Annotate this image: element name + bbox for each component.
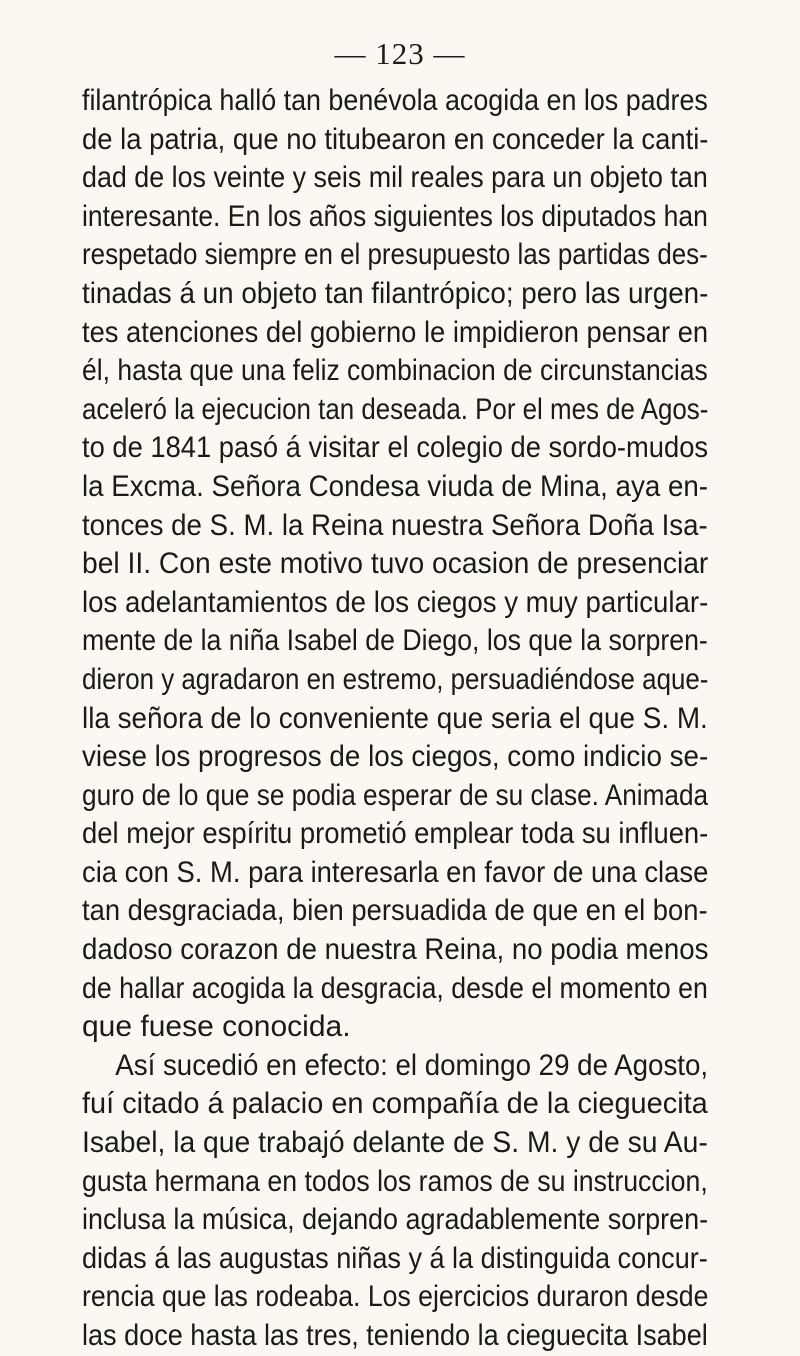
text-line: tonces de S. M. la Reina nuestra Señora Doña Isa- [82, 508, 708, 542]
text-line: los adelantamientos de los ciegos y muy particular- [82, 585, 709, 619]
text-line: gusta hermana en todos los ramos de su instruccion, [82, 1164, 708, 1198]
text-line: didas á las augustas niñas y á la distinguida concur- [82, 1241, 708, 1275]
text-line: lla señora de lo conveniente que seria el que S. M. [82, 701, 708, 735]
text-line: que fuese conocida. [82, 1010, 351, 1044]
text-line: dadoso corazon de nuestra Reina, no podia menos [82, 933, 709, 967]
text-line: inclusa la música, dejando agradablemente sorpren- [82, 1203, 709, 1237]
text-line: él, hasta que una feliz combinacion de circunstancias [82, 354, 708, 388]
text-line: cia con S. M. para interesarla en favor de una clase [82, 855, 709, 889]
text-line: del mejor espíritu prometió emplear toda su influen- [82, 817, 709, 851]
text-line: interesante. En los años siguientes los diputados han [82, 199, 708, 233]
text-line: bel II. Con este motivo tuvo ocasion de presenciar [82, 547, 709, 581]
text-line: Así sucedió en efecto: el domingo 29 de Agosto, [115, 1048, 709, 1082]
text-line: respetado siempre en el presupuesto las partidas des- [82, 238, 708, 272]
page-number: — 123 — [334, 36, 466, 71]
text-line: la Excma. Señora Condesa viuda de Mina, aya en- [82, 469, 709, 503]
text-line: viese los progresos de los ciegos, como indicio se- [82, 740, 709, 774]
text-line: de hallar acogida la desgracia, desde el momento en [82, 971, 708, 1005]
text-line: mente de la niña Isabel de Diego, los que la sorpren- [82, 624, 708, 658]
text-line: dad de los veinte y seis mil reales para un objeto tan [82, 161, 708, 195]
text-line: aceleró la ejecucion tan deseada. Por el mes de Agos- [82, 392, 709, 426]
text-line: rencia que las rodeaba. Los ejercicios duraron desde [82, 1280, 709, 1314]
text-line: tan desgraciada, bien persuadida de que en el bon- [82, 894, 708, 928]
text-line: fuí citado á palacio en compañía de la cieguecita [82, 1087, 708, 1121]
text-line: tinadas á un objeto tan filantrópico; pero las urgen- [82, 276, 709, 310]
text-line: filantrópica halló tan benévola acogida en los padres [82, 84, 708, 117]
text-line: tes atenciones del gobierno le impidieron pensar en [82, 315, 709, 349]
text-line: to de 1841 pasó á visitar el colegio de sordo-mudos [82, 431, 709, 465]
body-text [82, 82, 708, 1356]
text-line: dieron y agradaron en estremo, persuadiéndose aque- [82, 662, 709, 696]
text-line: las doce hasta las tres, teniendo la cieguecita Isabel [82, 1319, 708, 1352]
text-line: guro de lo que se podia esperar de su clase. Animada [82, 778, 709, 812]
text-line: Isabel, la que trabajó delante de S. M. y de su Au- [82, 1126, 708, 1160]
text-line: de la patria, que no titubearon en conceder la canti- [82, 122, 709, 156]
